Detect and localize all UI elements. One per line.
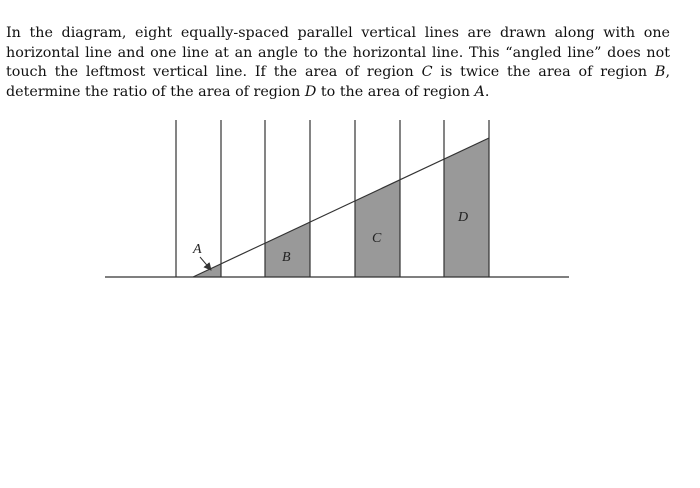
region-a-label: A	[193, 242, 202, 257]
region-d-label: D	[458, 210, 469, 225]
region-d-shape	[444, 138, 489, 277]
region-a-variable: A	[474, 83, 485, 100]
region-b-variable: B	[654, 64, 666, 80]
region-c-variable: C	[421, 64, 433, 80]
problem-text-part-4: to the area of region	[316, 83, 475, 100]
problem-text-part-3: , determine the ratio of the area of region	[6, 64, 670, 100]
problem-text-part-2: is twice the area of region	[432, 64, 655, 80]
problem-text-part-1: In the diagram, eight equally-spaced parallel vertical lines are drawn along with one horizontal line and one line at an angle to the horizontal line. This “angled line” does not touch the leftmost vertical line. If the area of region	[6, 25, 670, 80]
region-c-label: C	[372, 231, 382, 246]
region-a-pointer-arrow	[200, 257, 211, 270]
region-c-shape	[355, 180, 400, 277]
problem-text-part-5: .	[484, 83, 490, 100]
region-b-label: B	[282, 250, 291, 265]
region-d-variable: D	[304, 83, 317, 100]
